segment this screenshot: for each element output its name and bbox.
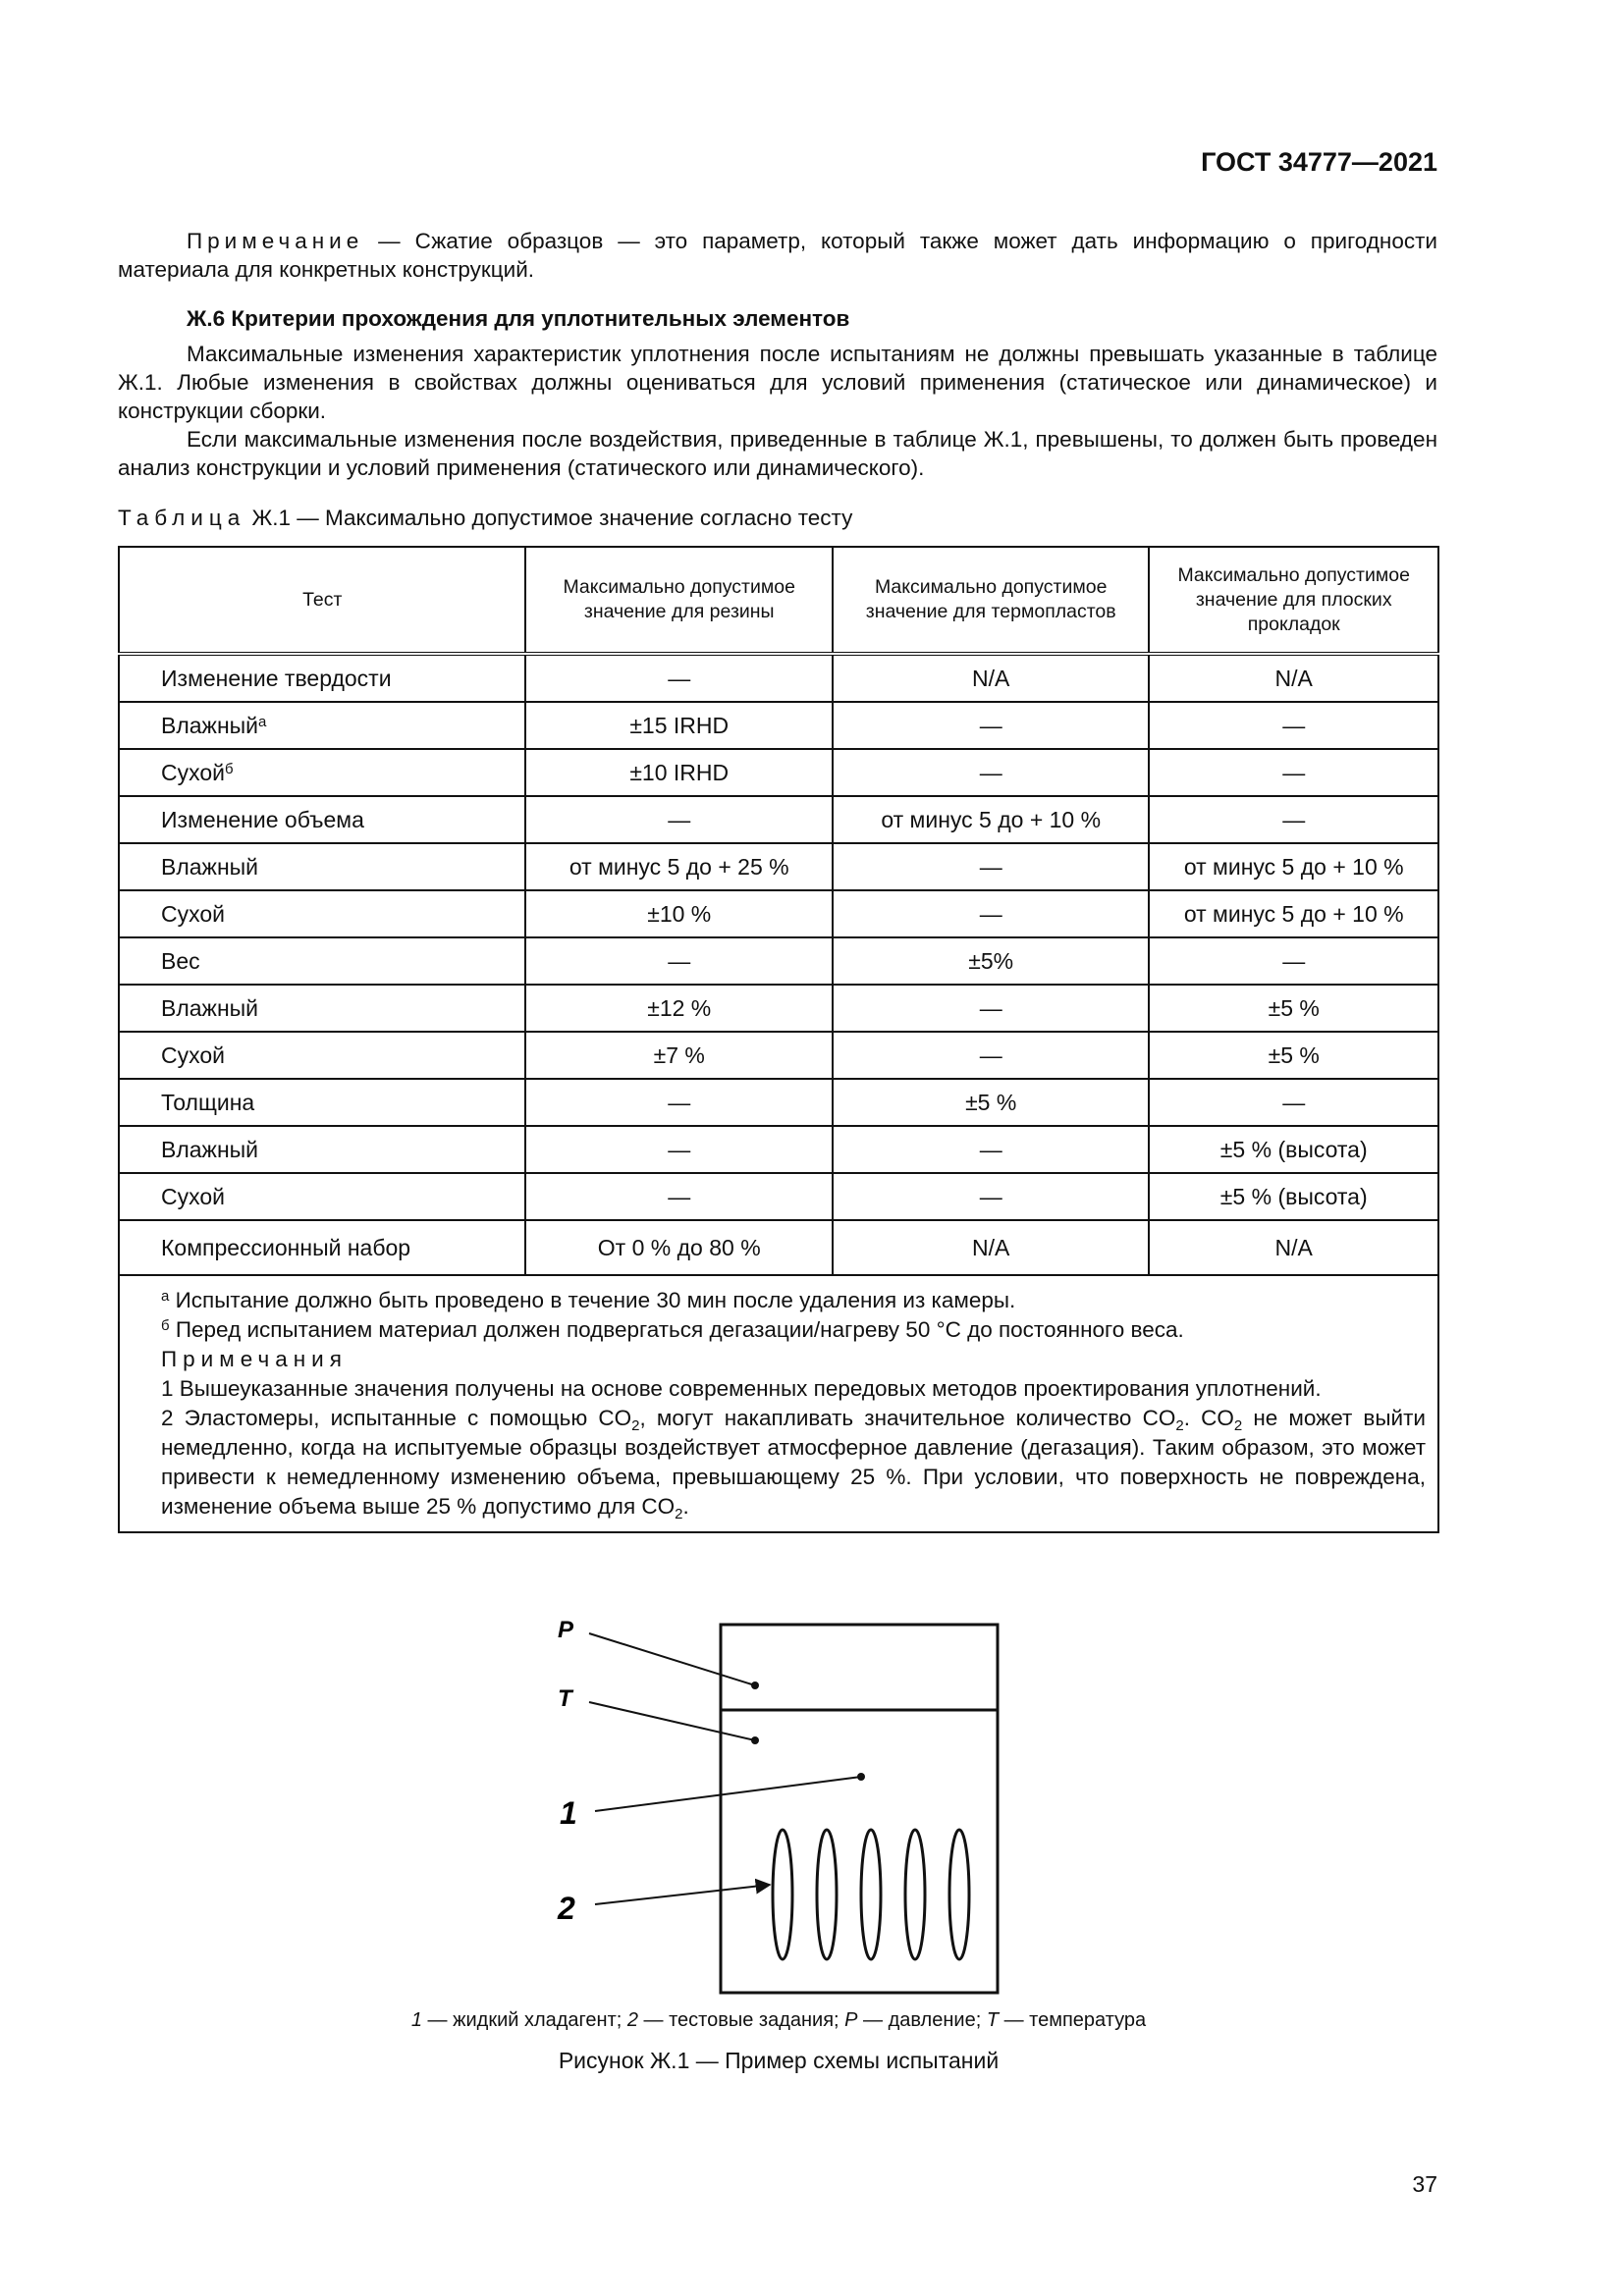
test-name-cell: Сухой$^б$ (119, 749, 525, 796)
test-name-cell: Влажный$^а$ (119, 702, 525, 749)
test-name-cell: Сухой (119, 1173, 525, 1220)
value-cell: — (833, 985, 1149, 1032)
table-row (119, 1220, 1438, 1275)
value-cell: N/A (833, 654, 1149, 702)
value-cell: ±5 % (1149, 1032, 1438, 1079)
test-specimens (773, 1830, 969, 1959)
footnote-marker: б (225, 760, 234, 777)
value-cell: ±5 % (833, 1079, 1149, 1126)
leader-2 (595, 1885, 770, 1904)
label-1: 1 (560, 1795, 577, 1831)
test-name-cell: Изменение твердости (119, 654, 525, 702)
label-t: T (558, 1685, 572, 1712)
value-cell: N/A (833, 1220, 1149, 1275)
table-row (119, 843, 1438, 890)
table-caption-label: Таблица (118, 506, 246, 530)
table-row (119, 1173, 1438, 1220)
value-cell: — (833, 1032, 1149, 1079)
footnote-a: $^а$ Испытание должно быть проведено в течение 30 мин после удаления из камеры. (161, 1288, 1016, 1312)
table-row (119, 654, 1438, 702)
leader-t (589, 1702, 755, 1740)
value-cell: ±15 IRHD (525, 702, 832, 749)
value-cell: — (525, 654, 832, 702)
value-cell: — (1149, 749, 1438, 796)
label-p: P (558, 1617, 574, 1643)
note-label: Примечание (187, 229, 364, 253)
value-cell: ±12 % (525, 985, 832, 1032)
section-body (118, 340, 1437, 482)
limits-table (118, 546, 1439, 1533)
figure-legend: 1 — жидкий хладагент; 2 — тестовые задания; P — давление; T — температура (410, 2009, 1147, 2031)
test-name-cell: Сухой (119, 1032, 525, 1079)
value-cell: — (525, 1173, 832, 1220)
paragraph-1: Максимальные изменения характеристик уплотнения после испытаниям не должны превышать указанные в таблице Ж.1. Любые изменения в свойствах должны оцениваться для условий применения (статическое или динамическое) и конструкции сборки. (118, 342, 1437, 423)
value-cell: ±5 % (высота) (1149, 1126, 1438, 1173)
value-cell: — (833, 702, 1149, 749)
test-name-cell: Вес (119, 937, 525, 985)
figure-title: Рисунок Ж.1 — Пример схемы испытаний (558, 2048, 1000, 2073)
specimen (949, 1830, 969, 1959)
label-2: 2 (558, 1891, 575, 1926)
specimen (861, 1830, 881, 1959)
header-gasket: Максимально допустимое значение для плоских прокладок (1149, 547, 1438, 654)
value-cell: ±5 % (высота) (1149, 1173, 1438, 1220)
table-row (119, 702, 1438, 749)
note-1: 1 Вышеуказанные значения получены на основе современных передовых методов проектирования уплотнений. (161, 1376, 1322, 1401)
value-cell: ±5% (833, 937, 1149, 985)
value-cell: — (833, 749, 1149, 796)
value-cell: от минус 5 до + 10 % (833, 796, 1149, 843)
section-heading: Ж.6 Критерии прохождения для уплотнительных элементов (187, 306, 850, 331)
value-cell: N/A (1149, 1220, 1438, 1275)
header-test: Тест (119, 547, 525, 654)
value-cell: от минус 5 до + 10 % (1149, 890, 1438, 937)
document-number: ГОСТ 34777—2021 (1201, 147, 1437, 177)
paragraph-2: Если максимальные изменения после воздействия, приведенные в таблице Ж.1, превышены, то должен быть проведен анализ конструкции и условий применения (статического или динамического). (118, 427, 1437, 480)
value-cell: ±5 % (1149, 985, 1438, 1032)
value-cell: — (833, 1173, 1149, 1220)
value-cell: — (1149, 937, 1438, 985)
notes-label: Примечания (161, 1347, 348, 1371)
value-cell: — (833, 1126, 1149, 1173)
value-cell: ±10 IRHD (525, 749, 832, 796)
footnote-b: $^б$ Перед испытанием материал должен подвергаться дегазации/нагреву 50 °С до постоянного веса. (161, 1317, 1184, 1342)
test-name-cell: Влажный (119, 1126, 525, 1173)
test-name-cell: Сухой (119, 890, 525, 937)
value-cell: — (525, 1126, 832, 1173)
value-cell: — (833, 890, 1149, 937)
value-cell: — (1149, 796, 1438, 843)
table-row (119, 890, 1438, 937)
leader-1 (595, 1777, 861, 1811)
header-rubber: Максимально допустимое значение для резины (525, 547, 832, 654)
test-name-cell: Толщина (119, 1079, 525, 1126)
value-cell: от минус 5 до + 10 % (1149, 843, 1438, 890)
value-cell: ±10 % (525, 890, 832, 937)
table-caption (118, 506, 852, 531)
note-text: — Сжатие образцов — это параметр, который также может дать информацию о пригодности материала для конкретных конструкций. (118, 229, 1437, 282)
table-row (119, 985, 1438, 1032)
test-scheme-figure (530, 1610, 1041, 2002)
specimen (905, 1830, 925, 1959)
specimen (773, 1830, 792, 1959)
value-cell: ±7 % (525, 1032, 832, 1079)
page-number: 37 (1412, 2171, 1437, 2197)
value-cell: — (1149, 1079, 1438, 1126)
test-name-cell: Изменение объема (119, 796, 525, 843)
test-name-cell: Влажный (119, 843, 525, 890)
value-cell: От 0 % до 80 % (525, 1220, 832, 1275)
value-cell: — (1149, 702, 1438, 749)
test-name-cell: Влажный (119, 985, 525, 1032)
table-row (119, 1079, 1438, 1126)
table-row (119, 749, 1438, 796)
header-thermoplastic: Максимально допустимое значение для термопластов (833, 547, 1149, 654)
table-row (119, 1126, 1438, 1173)
footnote-marker: а (258, 713, 267, 730)
value-cell: — (525, 937, 832, 985)
value-cell: — (525, 796, 832, 843)
table-row (119, 937, 1438, 985)
note-2: 2 Эластомеры, испытанные с помощью $CO_2$, могут накапливать значительное количество $CO_2$. $CO_2$ не может выйти немедленно, когда на испытуемые образцы воздействует атмосферное давление (дегазация). Таким образом, это может привести к немедленному изменению объема, превышающему 25 %. При условии, что поверхность не повреждена, изменение объема выше 25 % допустимо для $CO_2$. (161, 1406, 1426, 1522)
note-compression (118, 227, 1437, 284)
value-cell: — (833, 843, 1149, 890)
table-caption-text: Ж.1 — Максимально допустимое значение согласно тесту (245, 506, 853, 530)
table-row (119, 1032, 1438, 1079)
value-cell: N/A (1149, 654, 1438, 702)
leader-p (589, 1633, 755, 1685)
table-row (119, 796, 1438, 843)
value-cell: — (525, 1079, 832, 1126)
table-notes (119, 1275, 1438, 1532)
table-header-row (119, 547, 1438, 654)
value-cell: от минус 5 до + 25 % (525, 843, 832, 890)
specimen (817, 1830, 837, 1959)
test-name-cell: Компрессионный набор (119, 1220, 525, 1275)
chamber-outline (721, 1625, 998, 1993)
